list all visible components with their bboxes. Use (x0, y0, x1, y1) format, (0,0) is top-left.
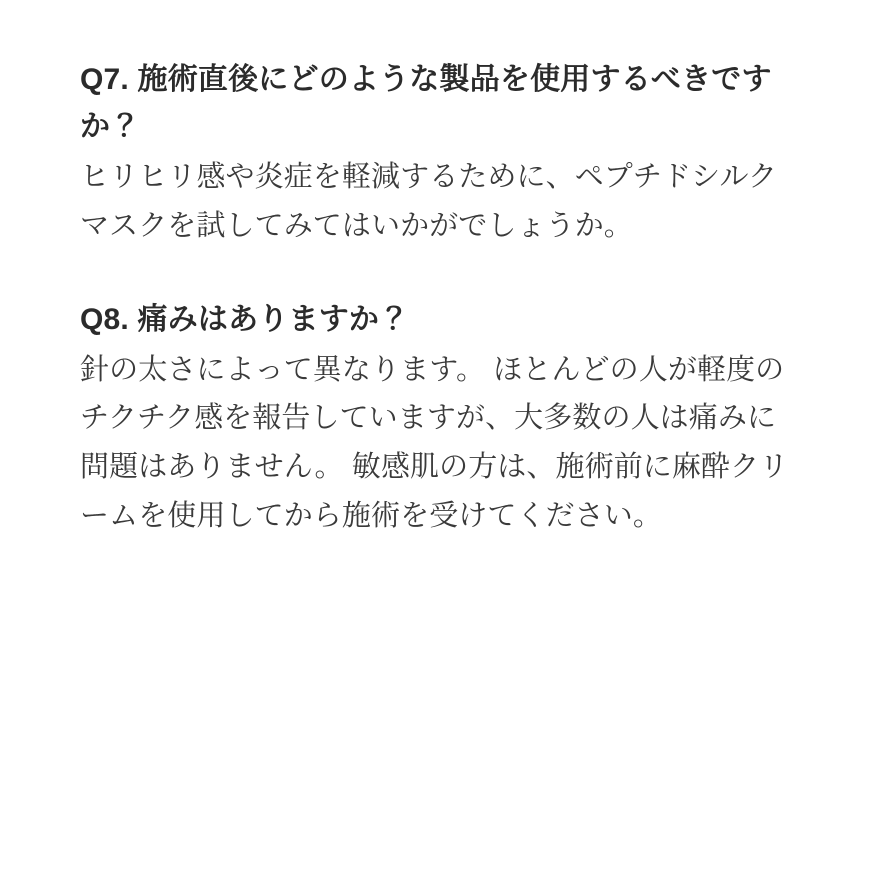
faq-question: Q7. 施術直後にどのような製品を使用するべきですか？ (80, 63, 772, 144)
faq-item (80, 56, 795, 250)
faq-item (80, 296, 795, 540)
faq-answer: 針の太さによって異なります。 ほとんどの人が軽度のチクチク感を報告していますが、大多数の人は痛みに問題はありません。 敏感肌の方は、施術前に麻酔クリームを使用してから施術を受けてください。 (80, 353, 789, 532)
faq-answer: ヒリヒリ感や炎症を軽減するために、ペプチドシルクマスクを試してみてはいかがでしょうか。 (80, 160, 778, 242)
faq-question: Q8. 痛みはありますか？ (80, 303, 410, 337)
